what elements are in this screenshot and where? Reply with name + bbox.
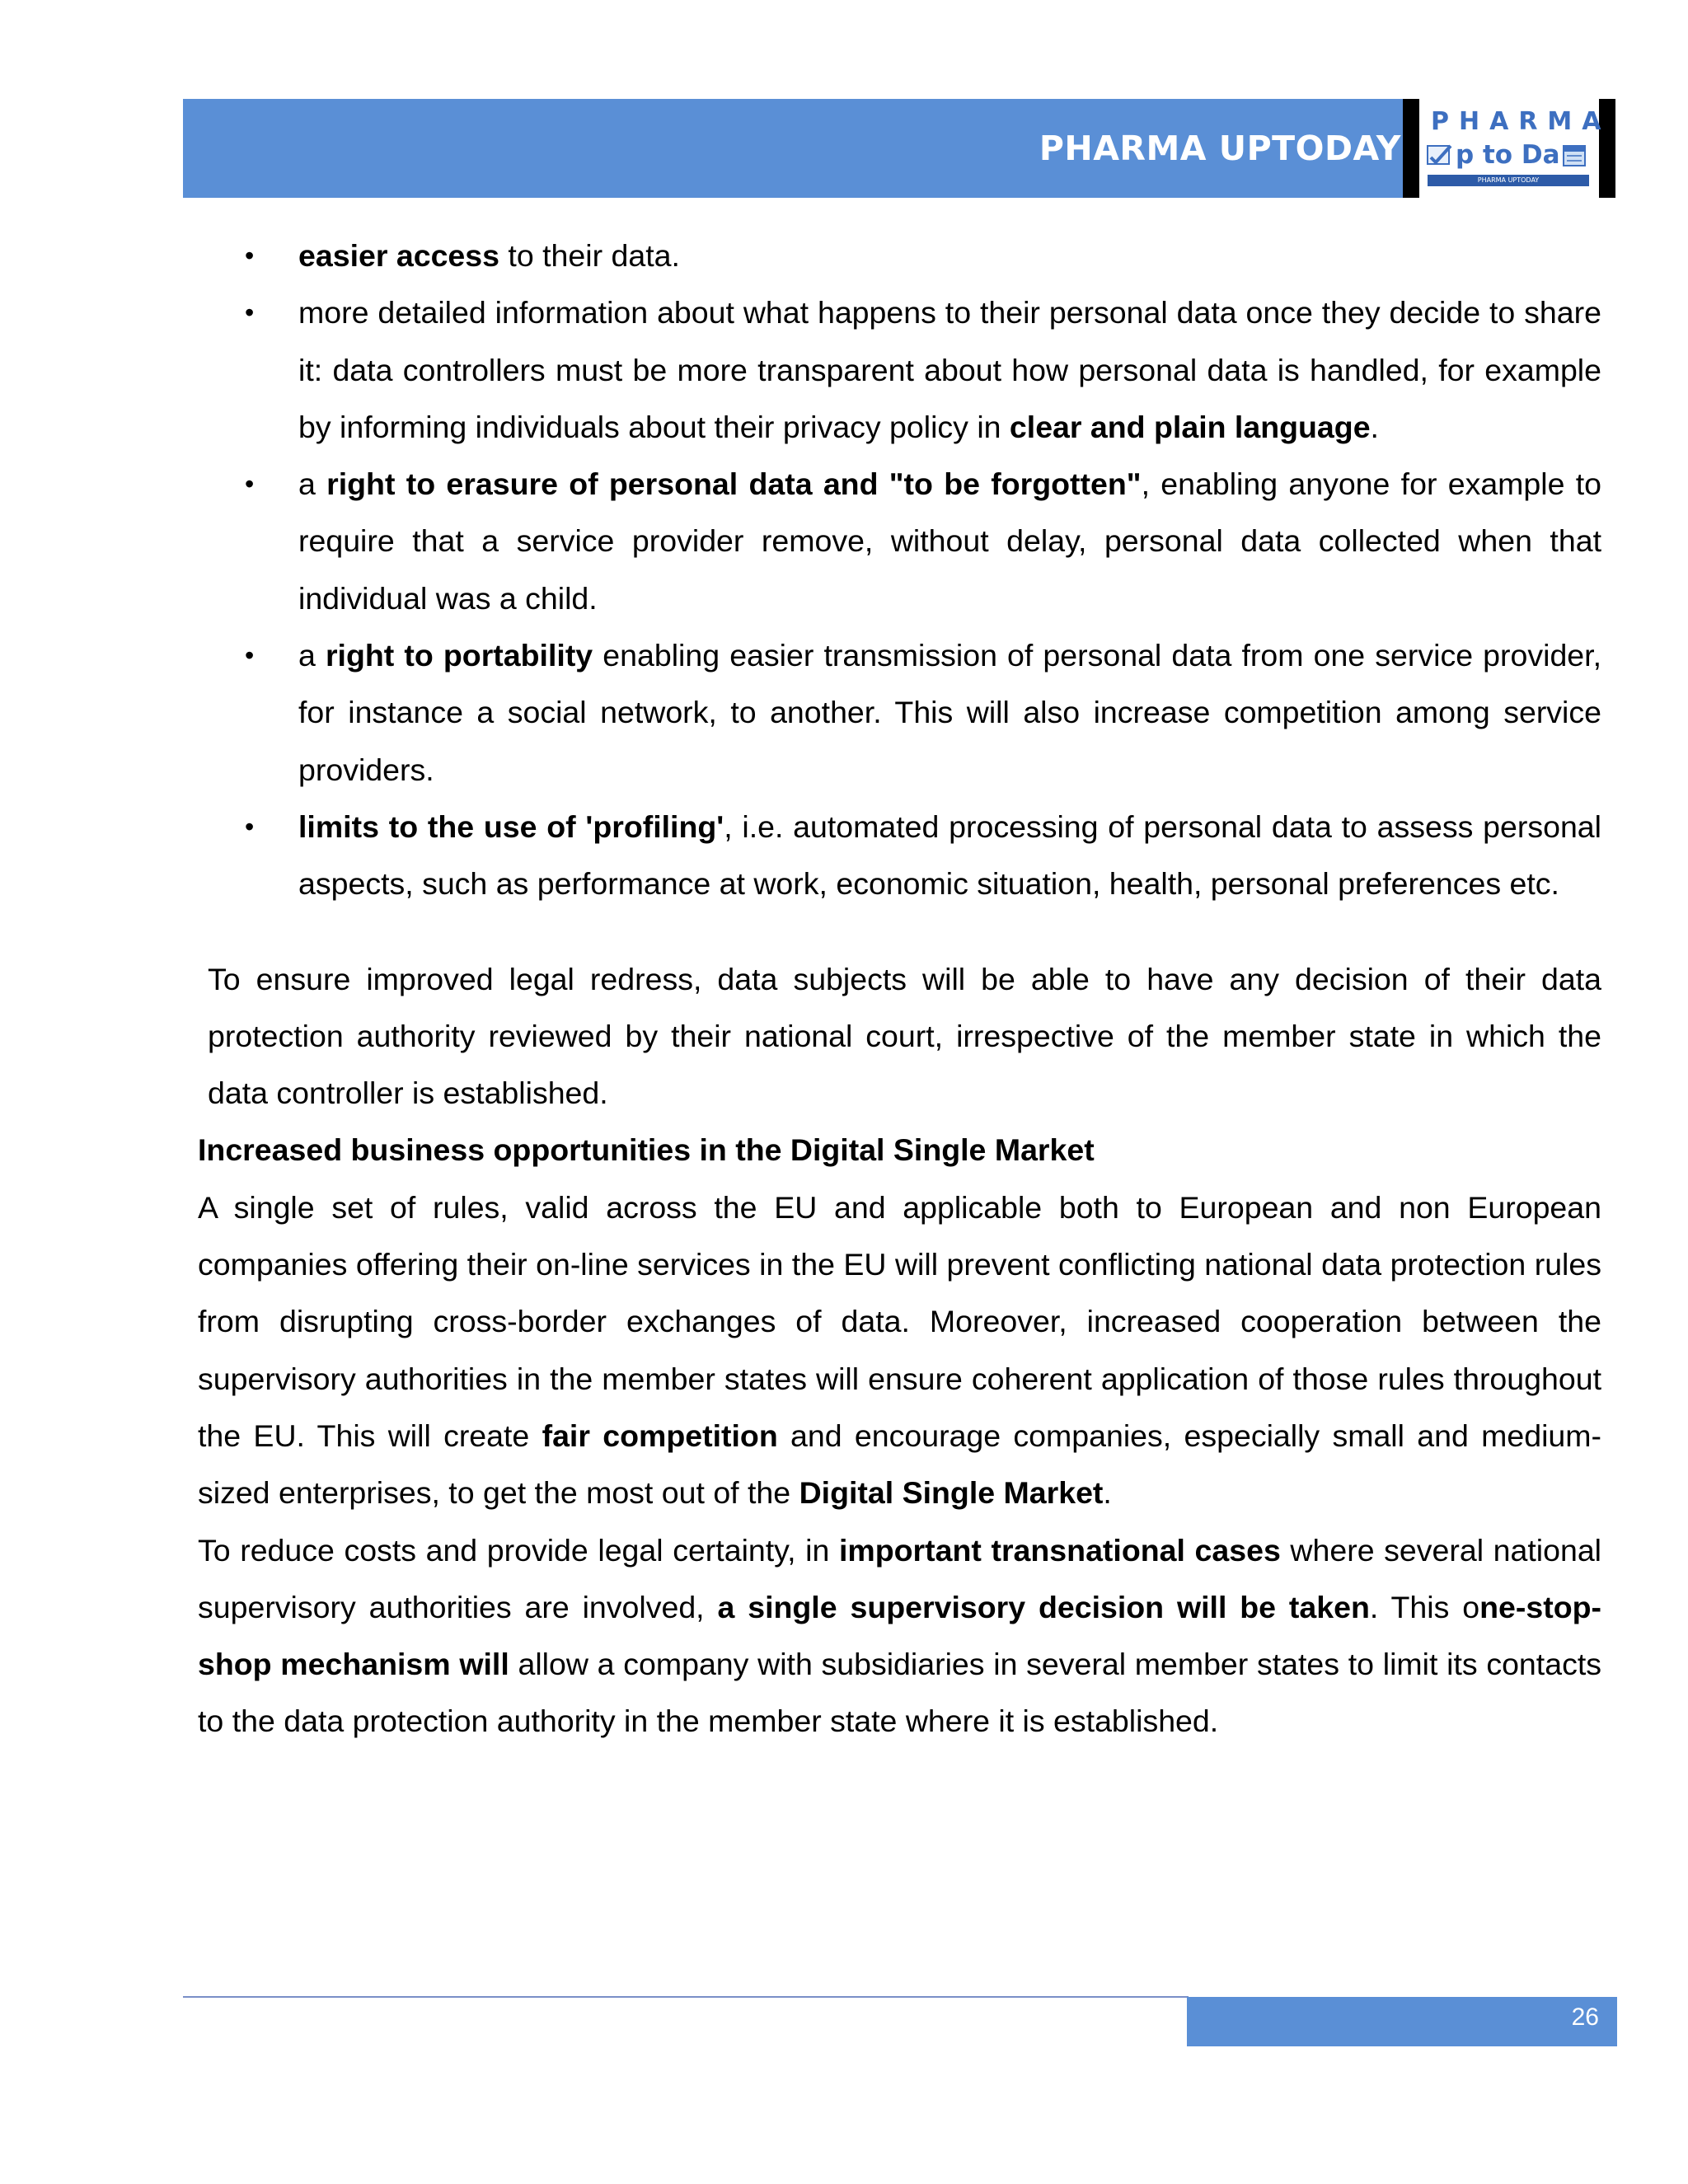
spacer [198, 913, 1601, 951]
logo-bottom-text: p to Da [1456, 140, 1560, 170]
bullet-item: • a right to erasure of personal data and "to be forgotten", enabling anyone for example to require that a service provider remove, without delay, personal data collected when that individual was a child. [198, 456, 1601, 627]
logo-top-text: PHARMA [1431, 107, 1611, 136]
calendar-icon [1562, 143, 1587, 167]
bullet-item: • limits to the use of 'profiling', i.e. automated processing of personal data to assess personal aspects, such as performance at work, economic situation, health, personal preferences etc. [198, 799, 1601, 913]
bullet-item: • a right to portability enabling easier transmission of personal data from one service provider, for instance a social network, to another. This will also increase competition among service providers. [198, 627, 1601, 799]
logo-strip: PHARMA UPTODAY [1428, 175, 1589, 186]
section-heading: Increased business opportunities in the Digital Single Market [198, 1132, 1095, 1168]
legal-redress-paragraph: To ensure improved legal redress, data subjects will be able to have any decision of their data protection authority reviewed by their national court, irrespective of the member state in which the data controller is established. [208, 961, 1601, 1111]
page-content [198, 227, 1601, 1750]
footer-rule [183, 1996, 1189, 1998]
footer-page-box [1187, 1997, 1617, 2046]
bullet-item: • easier access to their data. [198, 227, 1601, 284]
logo-bottom-row [1426, 140, 1587, 170]
one-stop-shop-paragraph: To reduce costs and provide legal certainty, in important transnational cases where several national supervisory authorities are involved, a single supervisory decision will be taken. This one-stop-shop mechanism will allow a company with subsidiaries in several member states to limit its contacts to the data protection authority in the member state where it is established. [198, 1532, 1602, 1739]
header-bar [183, 99, 1419, 198]
pen-check-icon [1426, 143, 1454, 167]
business-opportunities-paragraph: A single set of rules, valid across the EU and applicable both to European and non European companies offering their on-line services in the EU will prevent conflicting national data protection rules from disrupting cross-border exchanges of data. Moreover, increased cooperation between the supervisory authorities in the member states will ensure coherent application of those rules throughout the EU. This will create fair competition and encourage companies, especially small and medium-sized enterprises, to get the most out of the Digital Single Market. [198, 1189, 1601, 1511]
header-title: PHARMA UPTODAY [1039, 129, 1401, 168]
pharma-uptoday-logo [1403, 99, 1615, 198]
page-number: 26 [1571, 2004, 1599, 2031]
bullet-item: • more detailed information about what happens to their personal data once they decide to share it: data controllers must be more transparent about how personal data is handled, for example by informing individuals about their privacy policy in clear and plain language. [198, 284, 1601, 456]
rights-bullet-list [198, 227, 1601, 913]
